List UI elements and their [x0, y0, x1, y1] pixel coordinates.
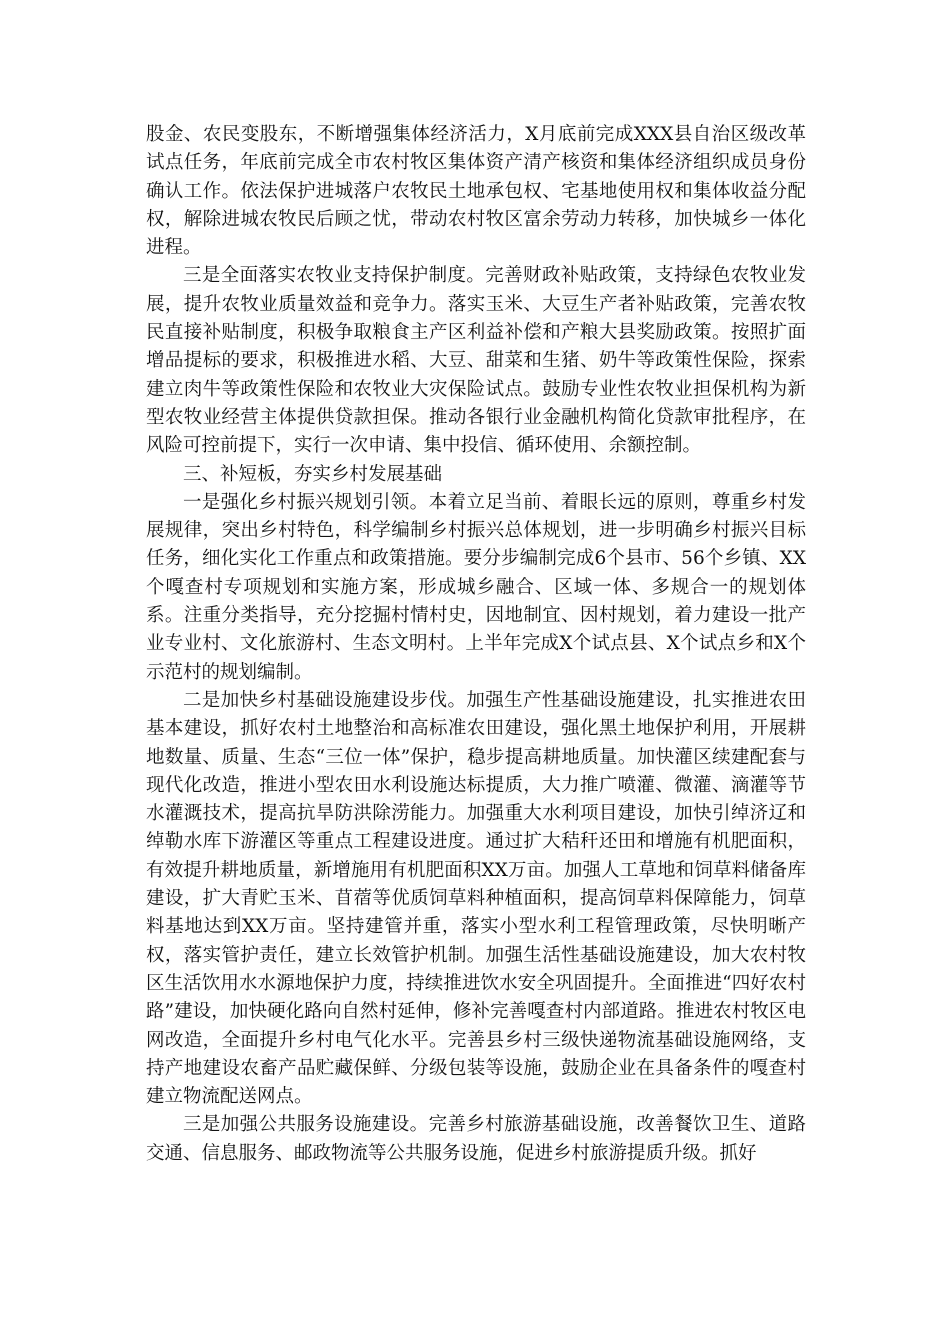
paragraph-public-services: 三是加强公共服务设施建设。完善乡村旅游基础设施，改善餐饮卫生、道路交通、信息服务、邮政物流等公共服务设施，促进乡村旅游提质升级。抓好	[146, 1114, 806, 1164]
section-heading: 三、补短板，夯实乡村发展基础	[183, 463, 443, 485]
paragraph-infrastructure: 二是加快乡村基础设施建设步伐。加强生产性基础设施建设，扎实推进农田基本建设，抓好农村土地整治和高标准农田建设，强化黑土地保护利用，开展耕地数量、质量、生态“三位一体”保护，稳步提高耕地质量。加快灌区续建配套与现代化改造，推进小型农田水利设施达标提质，大力推广喷灌、微灌、滴灌等节水灌溉技术，提高抗旱防洪除涝能力。加强重大水利项目建设，加快引绰济辽和绰勒水库下游灌区等重点工程建设进度。通过扩大秸秆还田和增施有机肥面积，有效提升耕地质量，新增施用有机肥面积XX万亩。加强人工草地和饲草料储备库建设，扩大青贮玉米、苜蓿等优质饲草料种植面积，提高饲草料保障能力，饲草料基地达到XX万亩。坚持建管并重，落实小型水利工程管理政策，尽快明晰产权，落实管护责任，建立长效管护机制。加强生活性基础设施建设，加大农村牧区生活饮用水水源地保护力度，持续推进饮水安全巩固提升。全面推进“四好农村路”建设，加快硬化路向自然村延伸，修补完善嘎查村内部道路。推进农村牧区电网改造，全面提升乡村电气化水平。完善县乡村三级快递物流基础设施网络，支持产地建设农畜产品贮藏保鲜、分级包装等设施，鼓励企业在具备条件的嘎查村建立物流配送网点。	[146, 689, 806, 1108]
document-body	[146, 121, 806, 1168]
paragraph-support-system: 三是全面落实农牧业支持保护制度。完善财政补贴政策，支持绿色农牧业发展，提升农牧业质量效益和竞争力。落实玉米、大豆生产者补贴政策，完善农牧民直接补贴制度，积极争取粮食主产区利益补偿和产粮大县奖励政策。按照扩面增品提标的要求，积极推进水稻、大豆、甜菜和生猪、奶牛等政策性保险，探索建立肉牛等政策性保险和农牧业大灾保险试点。鼓励专业性农牧业担保机构为新型农牧业经营主体提供贷款担保。推动各银行业金融机构简化贷款审批程序，在风险可控前提下，实行一次申请、集中投信、循环使用、余额控制。	[146, 265, 806, 457]
paragraph-planning: 一是强化乡村振兴规划引领。本着立足当前、着眼长远的原则，尊重乡村发展规律，突出乡村特色，科学编制乡村振兴总体规划，进一步明确乡村振兴目标任务，细化实化工作重点和政策措施。要分步编制完成6个县市、56个乡镇、XX个嘎查村专项规划和实施方案，形成城乡融合、区域一体、多规合一的规划体系。注重分类指导，充分挖掘村情村史，因地制宜、因村规划，着力建设一批产业专业村、文化旅游村、生态文明村。上半年完成X个试点县、X个试点乡和X个示范村的规划编制。	[146, 491, 806, 683]
paragraph-continued: 股金、农民变股东，不断增强集体经济活力，X月底前完成XXX县自治区级改革试点任务，年底前完成全市农村牧区集体资产清产核资和集体经济组织成员身份确认工作。依法保护进城落户农牧民土地承包权、宅基地使用权和集体收益分配权，解除进城农牧民后顾之忧，带动农村牧区富余劳动力转移，加快城乡一体化进程。	[146, 124, 806, 259]
